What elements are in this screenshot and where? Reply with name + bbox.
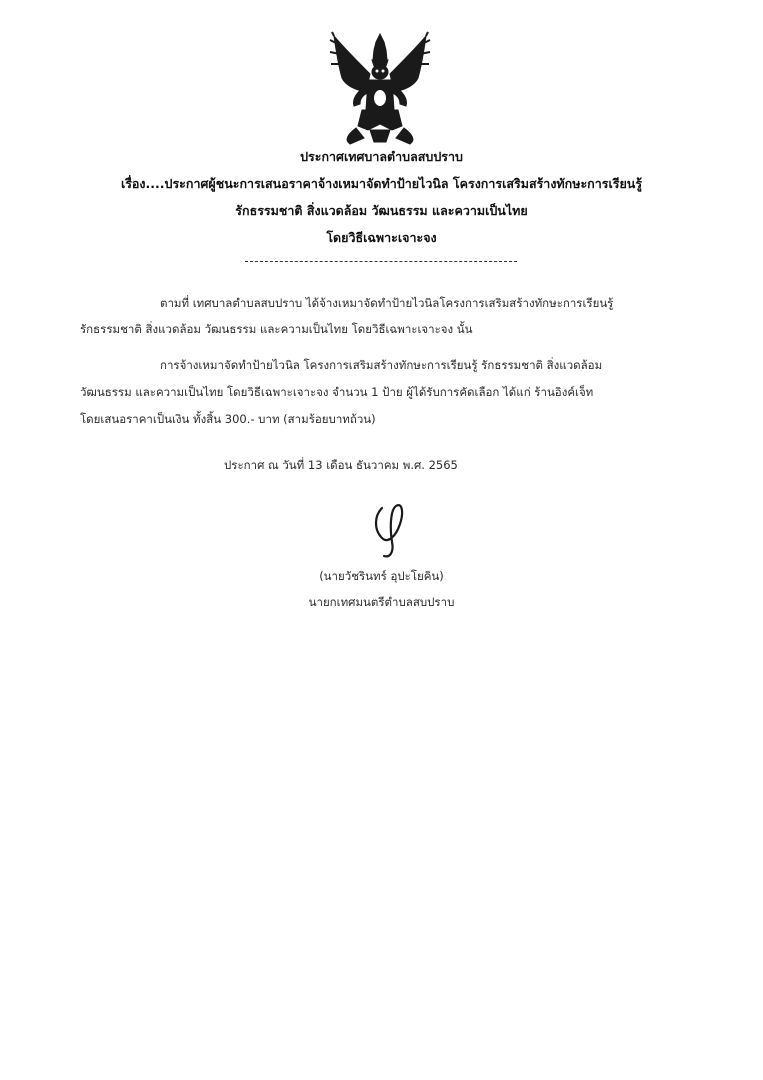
garuda-emblem-icon [326, 30, 434, 148]
announcement-subject: เรื่อง....ประกาศผู้ชนะการเสนอราคาจ้างเหมาจัดทำป้ายไวนิล โครงการเสริมสร้างทักษะการเรียนรู้ [120, 176, 643, 191]
paragraph-2-line-2: วัฒนธรรม และความเป็นไทย โดยวิธีเฉพาะเจาะจง จำนวน 1 ป้าย ผู้ได้รับการคัดเลือก ได้แก่ ร้านอิงค์เจ็ท [80, 385, 594, 399]
signatory-name: (นายวัชรินทร์ อุปะโยคิน) [319, 569, 444, 583]
handwritten-signature [368, 500, 418, 560]
announcement-date: ประกาศ ณ วันที่ 13 เดือน ธันวาคม พ.ศ. 2565 [224, 458, 458, 472]
announcement-subject-line2: รักธรรมชาติ สิ่งแวดล้อม วัฒนธรรม และความเป็นไทย [235, 203, 528, 218]
announcement-method: โดยวิธีเฉพาะเจาะจง [326, 230, 437, 245]
announcement-title: ประกาศเทศบาลตำบลสบปราบ [300, 149, 463, 164]
paragraph-2-line-3: โดยเสนอราคาเป็นเงิน ทั้งสิ้น 300.- บาท (สามร้อยบาทถ้วน) [80, 412, 376, 426]
paragraph-1-line-1: ตามที่ เทศบาลตำบลสบปราบ ได้จ้างเหมาจัดทำป้ายไวนิลโครงการเสริมสร้างทักษะการเรียนรู้ [160, 296, 614, 310]
paragraph-2-line-1: การจ้างเหมาจัดทำป้ายไวนิล โครงการเสริมสร้างทักษะการเรียนรู้ รักธรรมชาติ สิ่งแวดล้อม [160, 358, 603, 372]
paragraph-1-line-2: รักธรรมชาติ สิ่งแวดล้อม วัฒนธรรม และความเป็นไทย โดยวิธีเฉพาะเจาะจง นั้น [80, 322, 473, 336]
signatory-position: นายกเทศมนตรีตำบลสบปราบ [308, 595, 455, 609]
dashed-divider [245, 261, 517, 262]
